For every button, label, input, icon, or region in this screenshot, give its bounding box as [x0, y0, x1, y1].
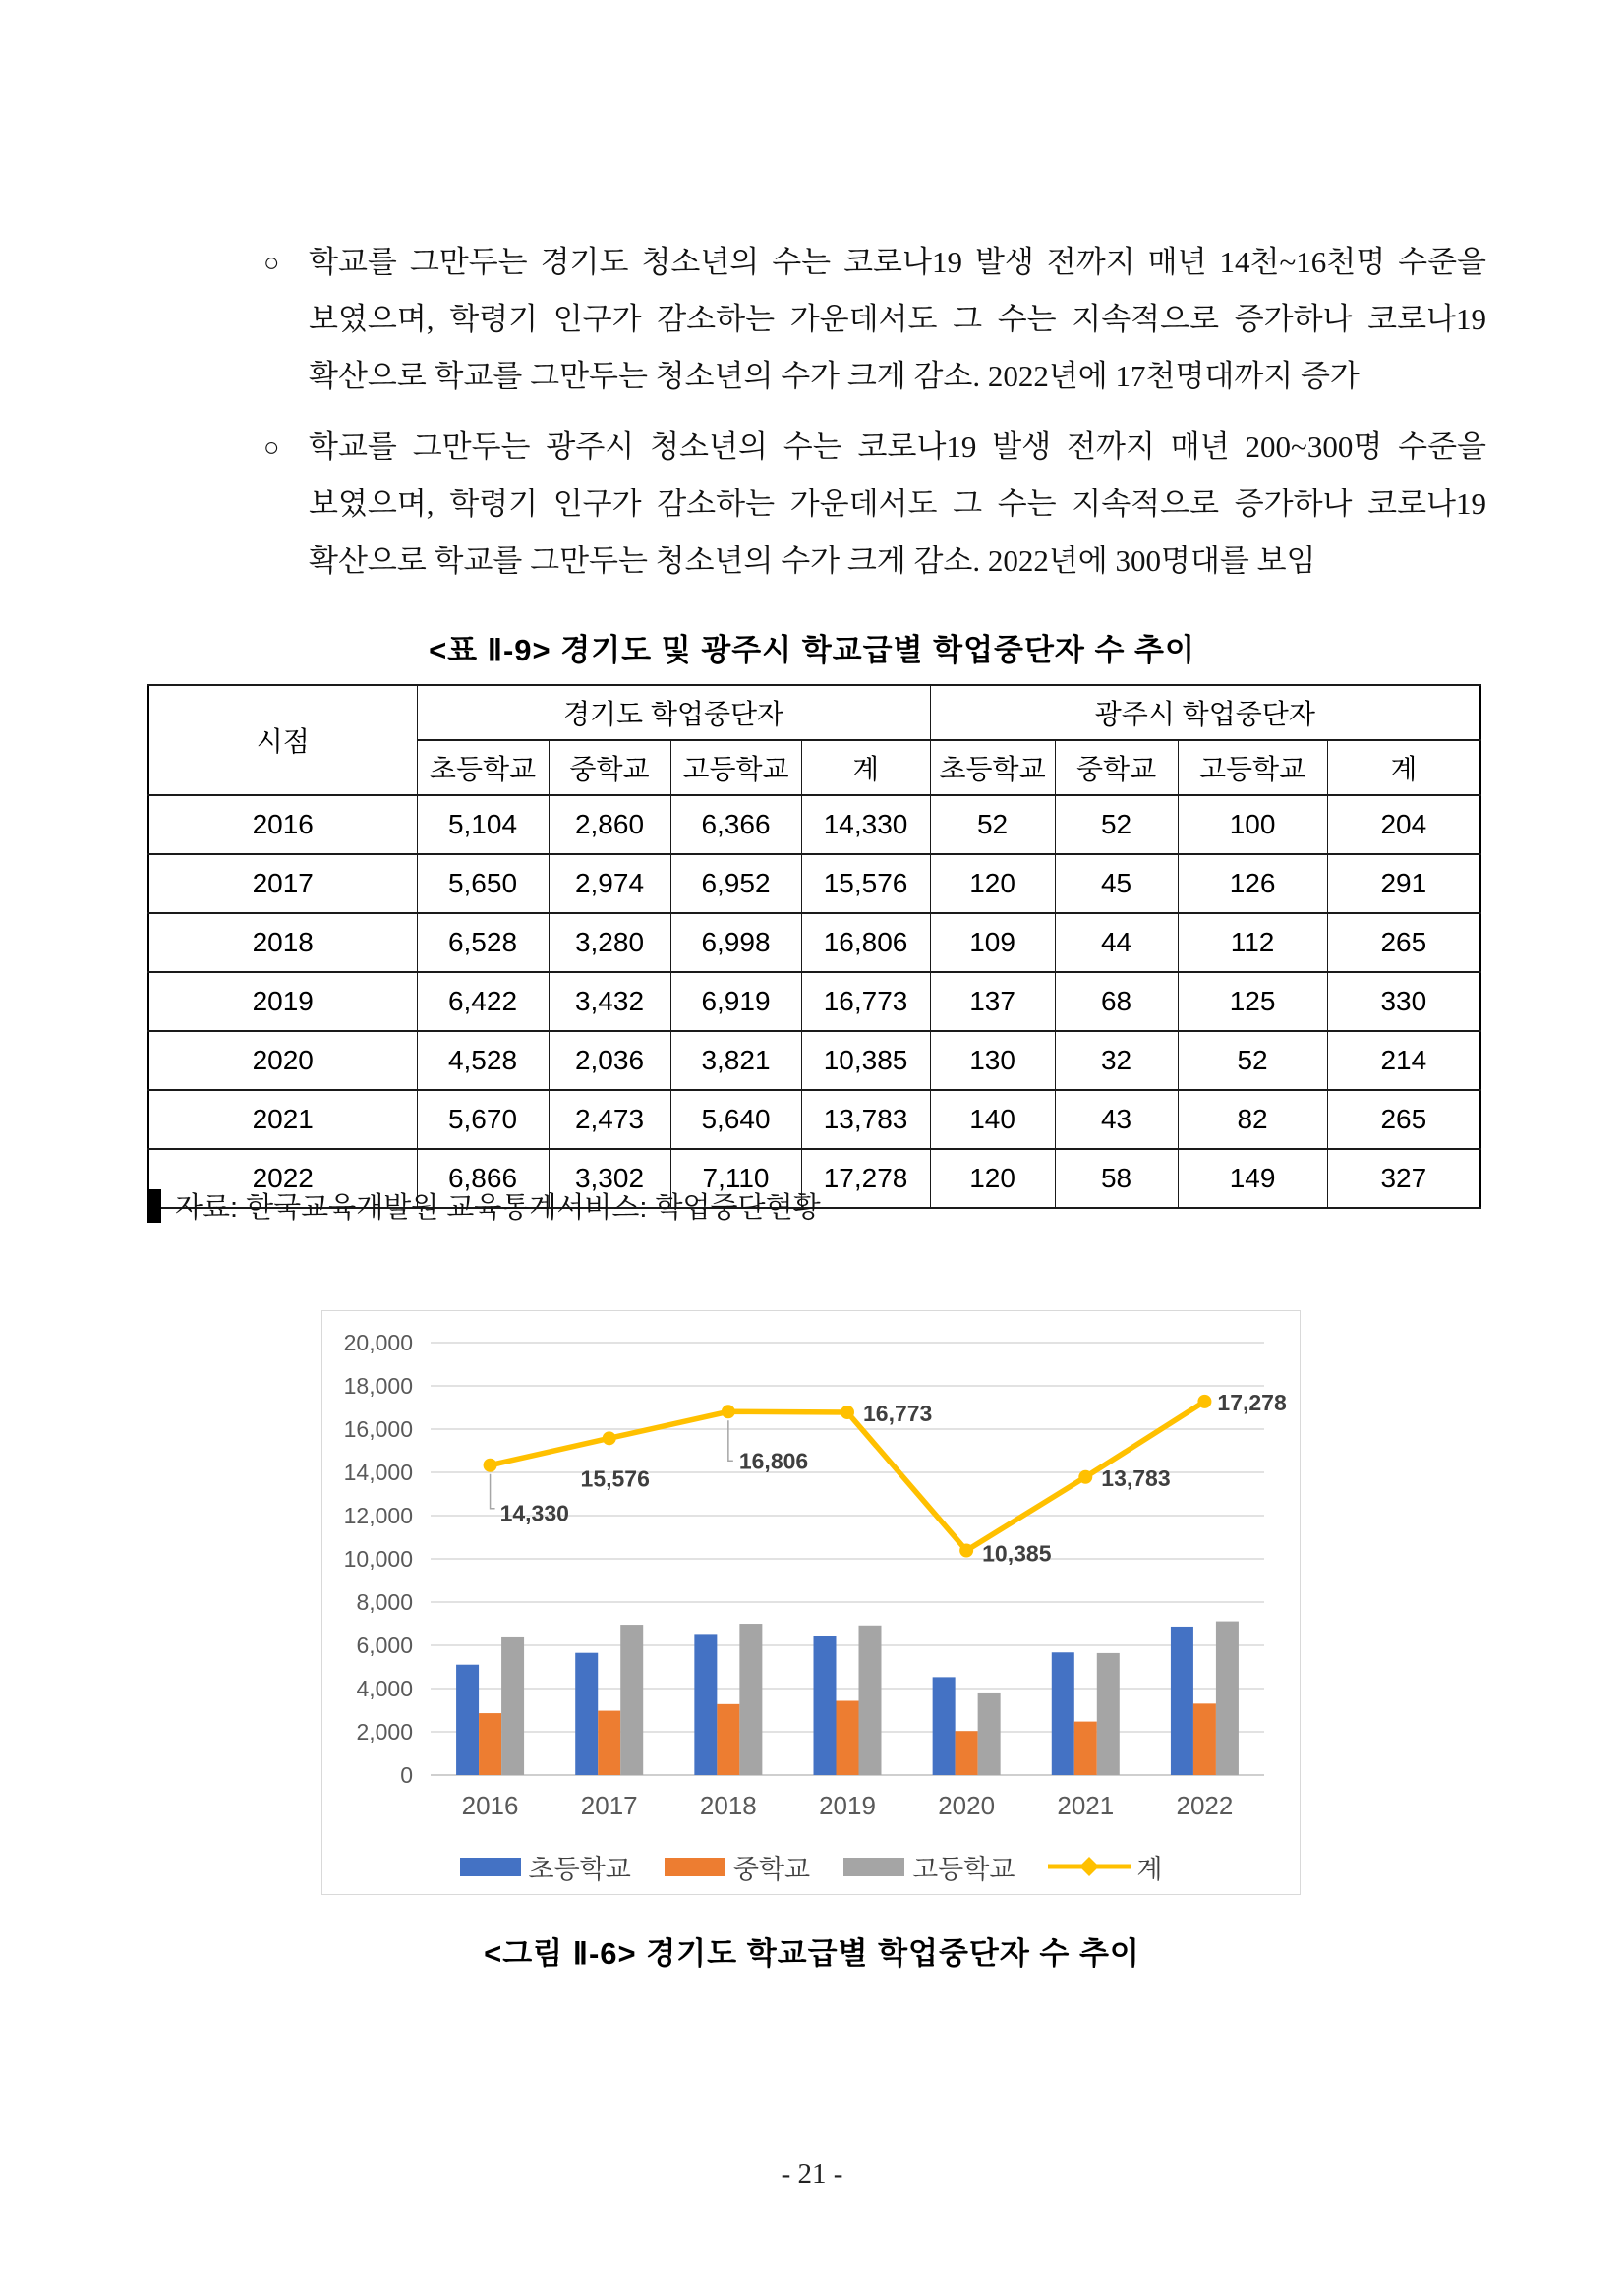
svg-text:2021: 2021 — [1057, 1791, 1115, 1820]
data-label: 16,806 — [738, 1448, 809, 1474]
value-cell: 6,998 — [670, 913, 801, 972]
chart-legend — [322, 1837, 1300, 1896]
year-cell: 2018 — [148, 913, 417, 972]
svg-text:6,000: 6,000 — [356, 1633, 413, 1658]
year-cell: 2020 — [148, 1031, 417, 1090]
svg-text:2020: 2020 — [938, 1791, 996, 1820]
value-cell: 2,473 — [549, 1090, 670, 1149]
value-cell: 2,036 — [549, 1031, 670, 1090]
value-cell: 130 — [930, 1031, 1055, 1090]
svg-text:2018: 2018 — [699, 1791, 757, 1820]
value-cell: 5,650 — [417, 854, 549, 913]
chart — [321, 1310, 1301, 1895]
legend-label: 고등학교 — [912, 1854, 1015, 1884]
value-cell: 15,576 — [801, 854, 930, 913]
year-cell: 2017 — [148, 854, 417, 913]
table-sub-header: 고등학교 — [670, 740, 801, 795]
legend-label: 계 — [1136, 1854, 1163, 1884]
svg-text:16,000: 16,000 — [343, 1416, 413, 1442]
table-sub-header: 중학교 — [1055, 740, 1178, 795]
svg-text:2019: 2019 — [819, 1791, 876, 1820]
value-cell: 5,104 — [417, 795, 549, 854]
bar — [1074, 1722, 1097, 1775]
data-label: 10,385 — [982, 1540, 1052, 1567]
y-axis-tick-labels — [344, 1330, 413, 1788]
bullet-circle-icon: ○ — [263, 248, 280, 277]
bar — [1193, 1703, 1216, 1775]
table-group-header-gyeonggi: 경기도 학업중단자 — [417, 685, 930, 740]
table-row — [148, 1031, 1480, 1090]
value-cell: 137 — [930, 972, 1055, 1031]
bar — [694, 1634, 717, 1775]
value-cell: 100 — [1178, 795, 1327, 854]
value-cell: 13,783 — [801, 1090, 930, 1149]
value-cell: 265 — [1327, 1090, 1480, 1149]
legend-label: 중학교 — [732, 1854, 811, 1884]
bar — [1171, 1627, 1193, 1775]
value-cell: 3,302 — [549, 1149, 670, 1208]
value-cell: 7,110 — [670, 1149, 801, 1208]
svg-text:12,000: 12,000 — [343, 1503, 413, 1528]
table-row — [148, 972, 1480, 1031]
value-cell: 327 — [1327, 1149, 1480, 1208]
value-cell: 120 — [930, 854, 1055, 913]
year-cell: 2016 — [148, 795, 417, 854]
table-corner-header: 시점 — [148, 685, 417, 795]
svg-text:14,000: 14,000 — [343, 1460, 413, 1485]
value-cell: 6,422 — [417, 972, 549, 1031]
bar — [598, 1711, 620, 1775]
value-cell: 32 — [1055, 1031, 1178, 1090]
value-cell: 3,280 — [549, 913, 670, 972]
value-cell: 6,919 — [670, 972, 801, 1031]
value-cell: 265 — [1327, 913, 1480, 972]
value-cell: 330 — [1327, 972, 1480, 1031]
data-label: 13,783 — [1101, 1464, 1171, 1491]
value-cell: 43 — [1055, 1090, 1178, 1149]
value-cell: 3,821 — [670, 1031, 801, 1090]
svg-text:20,000: 20,000 — [343, 1330, 413, 1355]
bullet-text: 학교를 그만두는 경기도 청소년의 수는 코로나19 발생 전까지 매년 14천~16천명 수준을 보였으며, 학령기 인구가 감소하는 가운데서도 그 수는 지속적으로 증가하나 코로나19 확산으로 학교를 그만두는 청소년의 수가 크게 감소. 2022년에 17천명대까지 증가 — [309, 245, 1486, 393]
bar — [739, 1624, 762, 1775]
value-cell: 44 — [1055, 913, 1178, 972]
figure-caption: <그림 Ⅱ-6> 경기도 학교급별 학업중단자 수 추이 — [484, 1936, 1140, 1971]
value-cell: 149 — [1178, 1149, 1327, 1208]
label-leader-line — [728, 1420, 733, 1461]
bar — [956, 1731, 978, 1775]
bar — [501, 1637, 524, 1775]
value-cell: 6,866 — [417, 1149, 549, 1208]
table-row — [148, 1090, 1480, 1149]
bar — [814, 1636, 837, 1775]
chart-svg — [322, 1311, 1302, 1837]
value-cell: 52 — [930, 795, 1055, 854]
value-cell: 291 — [1327, 854, 1480, 913]
bar — [978, 1693, 1001, 1775]
data-label: 16,773 — [863, 1400, 933, 1426]
value-cell: 214 — [1327, 1031, 1480, 1090]
svg-text:2022: 2022 — [1176, 1791, 1234, 1820]
legend-item — [665, 1848, 810, 1886]
value-cell: 6,528 — [417, 913, 549, 972]
svg-text:10,000: 10,000 — [343, 1546, 413, 1572]
value-cell: 14,330 — [801, 795, 930, 854]
value-cell: 126 — [1178, 854, 1327, 913]
line-data-labels — [491, 1390, 1287, 1567]
table-row — [148, 854, 1480, 913]
bar — [575, 1653, 598, 1775]
bullet-item — [263, 234, 1486, 405]
bar — [933, 1677, 956, 1775]
value-cell: 10,385 — [801, 1031, 930, 1090]
table-sub-header: 중학교 — [549, 740, 670, 795]
value-cell: 112 — [1178, 913, 1327, 972]
value-cell: 45 — [1055, 854, 1178, 913]
bar — [837, 1700, 859, 1775]
value-cell: 6,366 — [670, 795, 801, 854]
value-cell: 204 — [1327, 795, 1480, 854]
source-bar-icon — [147, 1189, 161, 1223]
data-label: 17,278 — [1217, 1389, 1287, 1415]
table-sub-header: 초등학교 — [930, 740, 1055, 795]
table-sub-header: 계 — [1327, 740, 1480, 795]
bullet-text: 학교를 그만두는 광주시 청소년의 수는 코로나19 발생 전까지 매년 200~300명 수준을 보였으며, 학령기 인구가 감소하는 가운데서도 그 수는 지속적으로 증가하나 코로나19 확산으로 학교를 그만두는 청소년의 수가 크게 감소. 2022년에 300명대를 보임 — [309, 430, 1486, 578]
x-axis-tick-labels — [462, 1791, 1234, 1820]
table-sub-header: 초등학교 — [417, 740, 549, 795]
value-cell: 16,773 — [801, 972, 930, 1031]
year-cell: 2022 — [148, 1149, 417, 1208]
bar — [717, 1704, 739, 1775]
value-cell: 6,952 — [670, 854, 801, 913]
svg-text:2017: 2017 — [580, 1791, 638, 1820]
label-leader-line — [491, 1474, 495, 1509]
value-cell: 2,974 — [549, 854, 670, 913]
svg-text:8,000: 8,000 — [356, 1589, 413, 1615]
value-cell: 140 — [930, 1090, 1055, 1149]
value-cell: 125 — [1178, 972, 1327, 1031]
table-sub-header: 계 — [801, 740, 930, 795]
value-cell: 120 — [930, 1149, 1055, 1208]
value-cell: 52 — [1055, 795, 1178, 854]
value-cell: 3,432 — [549, 972, 670, 1031]
year-cell: 2021 — [148, 1090, 417, 1149]
bar — [1216, 1622, 1239, 1775]
value-cell: 58 — [1055, 1149, 1178, 1208]
table-row — [148, 795, 1480, 854]
bar — [859, 1626, 882, 1775]
value-cell: 5,670 — [417, 1090, 549, 1149]
legend-bar-swatch-icon — [665, 1858, 725, 1876]
value-cell: 2,860 — [549, 795, 670, 854]
value-cell: 17,278 — [801, 1149, 930, 1208]
bullet-item — [263, 419, 1486, 590]
table-title: <표 Ⅱ-9> 경기도 및 광주시 학교급별 학업중단자 수 추이 — [429, 633, 1195, 667]
legend-line-swatch-icon — [1048, 1856, 1131, 1877]
value-cell: 5,640 — [670, 1090, 801, 1149]
legend-item — [843, 1848, 1015, 1886]
legend-item — [1048, 1848, 1162, 1886]
bar — [620, 1625, 643, 1775]
data-label: 14,330 — [499, 1500, 569, 1526]
page-number: - 21 - — [781, 2158, 843, 2190]
value-cell: 68 — [1055, 972, 1178, 1031]
value-cell: 4,528 — [417, 1031, 549, 1090]
legend-item — [460, 1848, 631, 1886]
legend-bar-swatch-icon — [460, 1858, 521, 1876]
table-group-header-gwangju: 광주시 학업중단자 — [930, 685, 1480, 740]
svg-text:0: 0 — [400, 1762, 413, 1788]
bullet-list — [263, 234, 1486, 603]
value-cell: 16,806 — [801, 913, 930, 972]
value-cell: 109 — [930, 913, 1055, 972]
bar — [1097, 1653, 1120, 1775]
table-row — [148, 913, 1480, 972]
svg-text:18,000: 18,000 — [343, 1373, 413, 1399]
source-note — [147, 1185, 821, 1226]
table-sub-header: 고등학교 — [1178, 740, 1327, 795]
source-text: 자료: 한국교육개발원 교육통계서비스: 학업중단현황 — [175, 1192, 821, 1224]
bar — [456, 1665, 479, 1775]
legend-bar-swatch-icon — [843, 1858, 904, 1876]
value-cell: 82 — [1178, 1090, 1327, 1149]
legend-label: 초등학교 — [528, 1854, 631, 1884]
svg-text:2016: 2016 — [461, 1791, 519, 1820]
svg-text:2,000: 2,000 — [356, 1719, 413, 1745]
svg-text:4,000: 4,000 — [356, 1676, 413, 1701]
bar — [479, 1713, 501, 1775]
dropout-table — [147, 684, 1481, 1209]
bar — [1052, 1652, 1074, 1775]
bullet-circle-icon: ○ — [263, 432, 280, 462]
data-label: 15,576 — [580, 1465, 650, 1492]
value-cell: 52 — [1178, 1031, 1327, 1090]
year-cell: 2019 — [148, 972, 417, 1031]
chart-gridlines — [431, 1343, 1264, 1732]
